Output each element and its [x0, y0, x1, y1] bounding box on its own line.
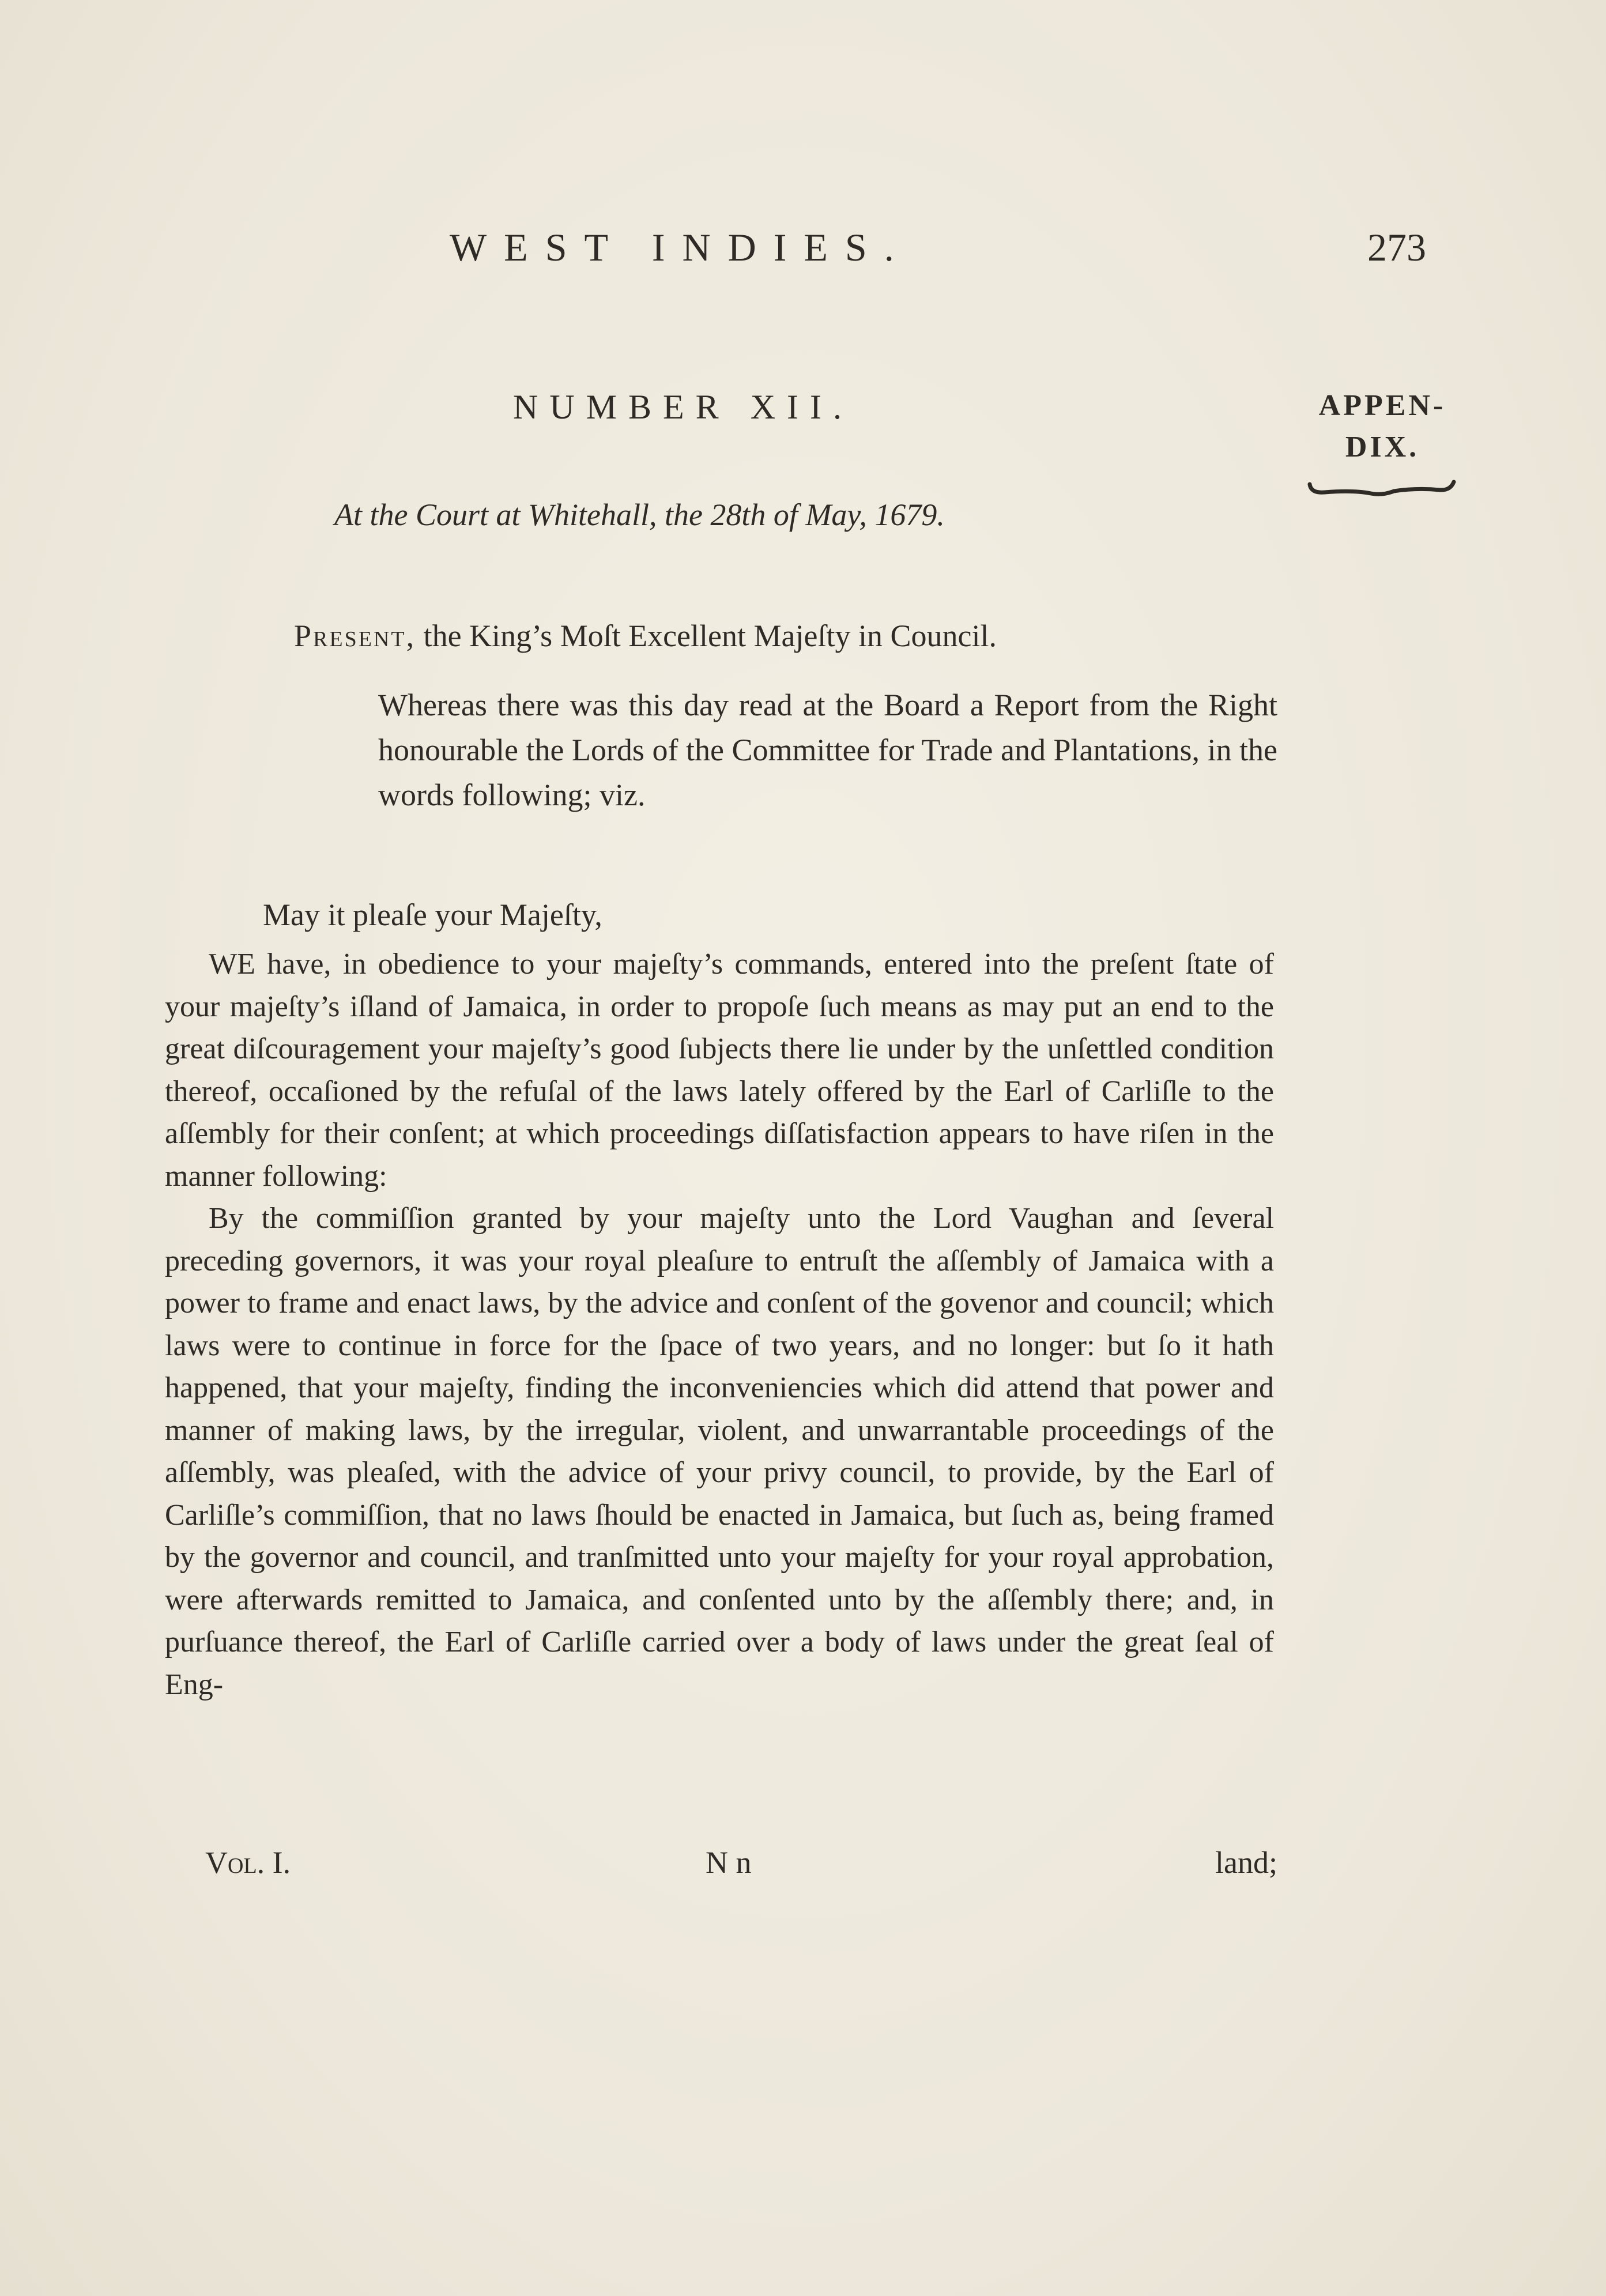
- salutation: May it pleaſe your Majeſty,: [263, 898, 602, 932]
- flourish-ornament-icon: [1307, 476, 1457, 499]
- letter-body: [165, 943, 1274, 1706]
- page-footer: [205, 1845, 1277, 1891]
- present-line: [294, 618, 997, 654]
- section-title: NUMBER XII.: [513, 388, 853, 426]
- catchword: land;: [1215, 1845, 1277, 1880]
- paragraph-2: By the commiſſion granted by your majeſty unto the Lord Vaughan and ſeveral preceding governors, it was your royal pleaſure to entruſt the aſſembly of Jamaica with a power to frame and enact laws, by the advice and conſent of the govenor and council; which laws were to continue in force for the ſpace of two years, and no longer: but ſo it hath happened, that your majeſty, finding the inconveniencies which did attend that power and manner of making laws, by the irregular, violent, and unwarrantable proceedings of the aſſembly, was pleaſed, with the advice of your privy council, to provide, by the Earl of Carliſle’s commiſſion, that no laws ſhould be enacted in Jamaica, but ſuch as, being framed by the governor and council, and tranſmitted unto your majeſty for your royal approbation, were afterwards remitted to Jamaica, and conſented unto by the aſſembly there; and, in purſuance thereof, the Earl of Carliſle carried over a body of laws under the great ſeal of Eng-: [165, 1202, 1274, 1701]
- margin-note-line-2: DIX.: [1345, 431, 1420, 463]
- court-session-line: At the Court at Whitehall, the 28th of May, 1679.: [334, 497, 945, 532]
- margin-note-line-1: APPEN-: [1318, 389, 1446, 422]
- whereas-paragraph: Whereas there was this day read at the Board a Report from the Right honourable the Lords of the Committee for Trade and Plantations, in the words following; viz.: [378, 688, 1277, 812]
- margin-note: [1296, 385, 1469, 468]
- running-title: WEST INDIES.: [450, 225, 911, 269]
- volume-label: Vol. I.: [205, 1845, 291, 1880]
- paragraph-1: WE have, in obedience to your majeſty’s commands, entered into the preſent ſtate of your majeſty’s iſland of Jamaica, in order to propoſe ſuch means as may put an end to the great diſcouragement your majeſty’s good ſubjects there lie under by the unſettled condition thereof, occaſioned by the refuſal of the laws lately offered by the Earl of Carliſle to the aſſembly for their conſent; at which proceedings diſſatisfaction appears to have riſen in the manner following:: [165, 948, 1274, 1193]
- present-rest: the King’s Moſt Excellent Majeſty in Council.: [416, 619, 997, 653]
- present-lead: Present,: [294, 619, 416, 653]
- signature-mark: N n: [706, 1845, 752, 1880]
- page-number: 273: [1367, 225, 1426, 269]
